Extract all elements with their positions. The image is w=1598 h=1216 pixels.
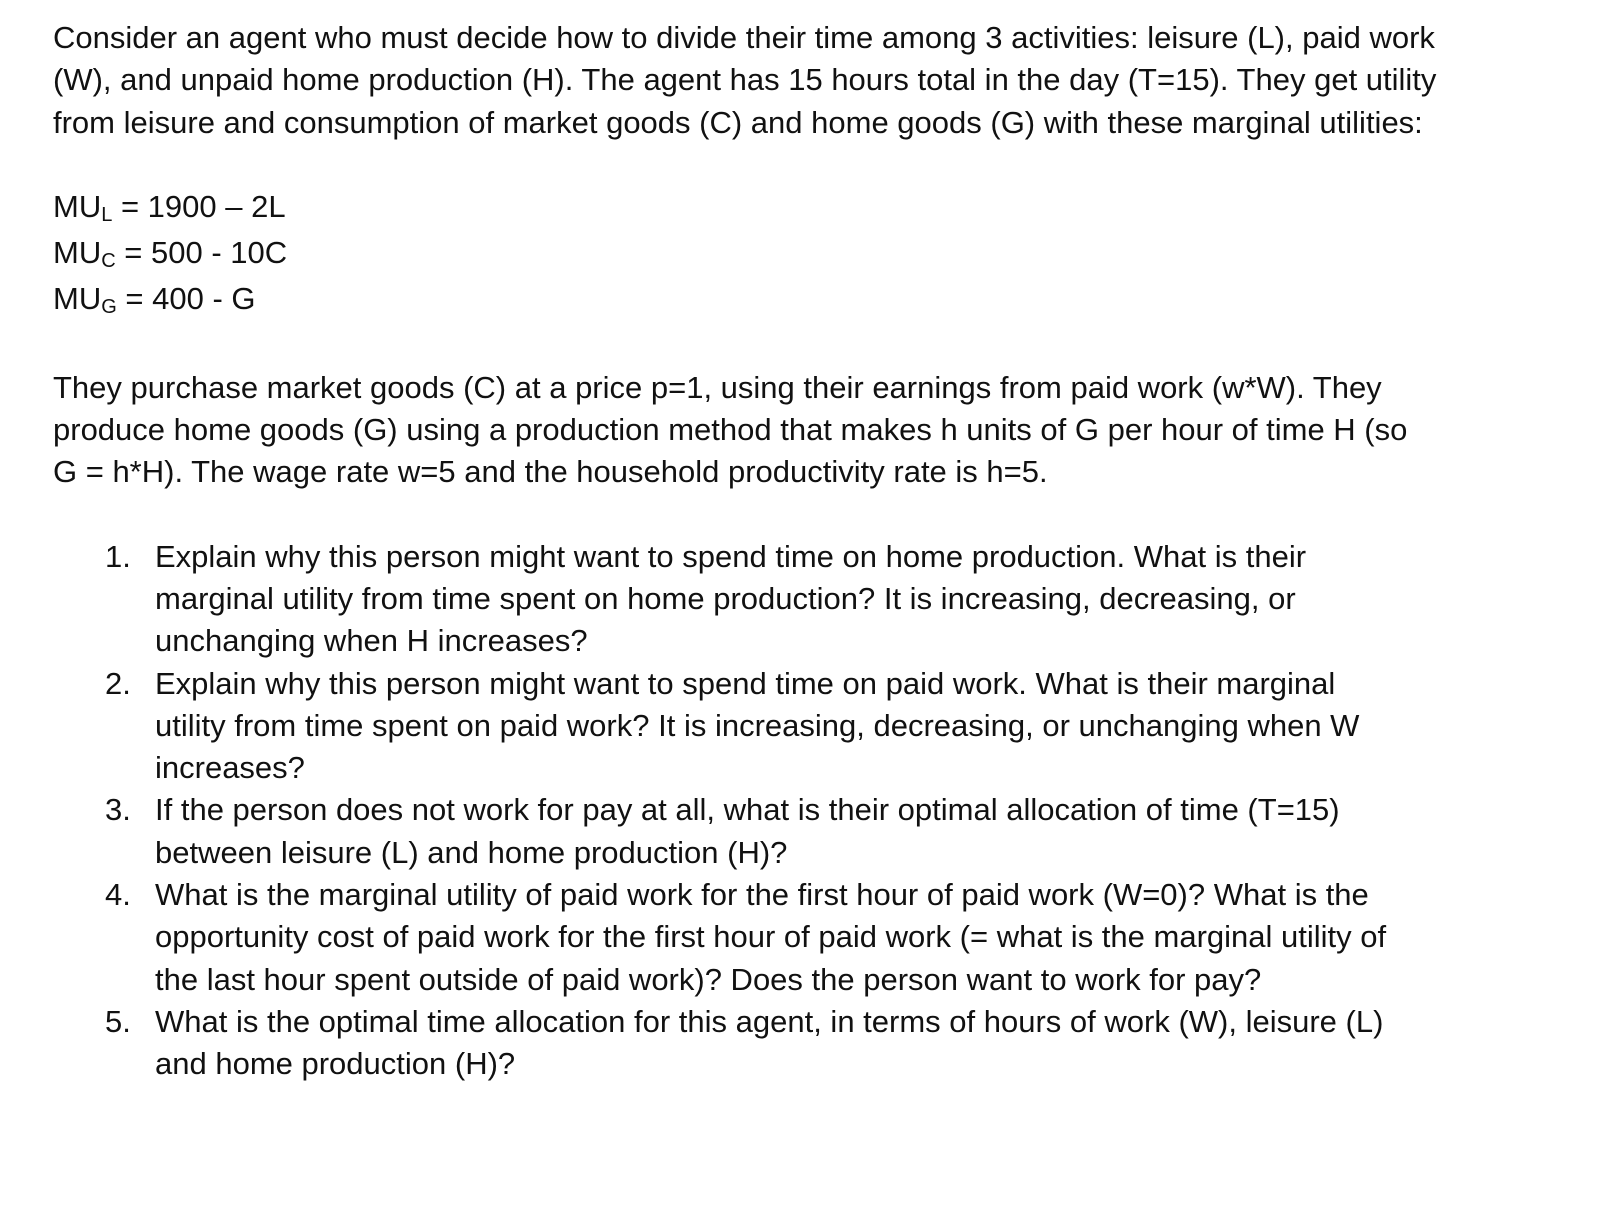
formula-expression: = 400 - G bbox=[116, 281, 256, 317]
formula-expression: = 500 - 10C bbox=[115, 235, 288, 271]
question-text: Explain why this person might want to spend time on paid work. What is their marginal utility from time spent on paid work? It is increasing, decreasing, or unchanging when W increases? bbox=[155, 665, 1360, 786]
formula-mu-consumption bbox=[53, 232, 1553, 278]
question-text: Explain why this person might want to spend time on home production. What is their marginal utility from time spent on home production? It is increasing, decreasing, or unchanging when H increases? bbox=[155, 538, 1307, 659]
question-number: 1. bbox=[105, 538, 131, 574]
question-number: 3. bbox=[105, 792, 131, 828]
formula-prefix: MU bbox=[53, 188, 102, 224]
question-number: 2. bbox=[105, 665, 131, 701]
formula-expression: = 1900 – 2L bbox=[112, 188, 286, 224]
question-text: If the person does not work for pay at all, what is their optimal allocation of time (T=15) between leisure (L) and home production (H)? bbox=[155, 792, 1340, 870]
question-text: What is the marginal utility of paid work for the first hour of paid work (W=0)? What is the opportunity cost of paid work for the first hour of paid work (= what is the marginal utility of the last hour spent outside of paid work)? Does the person want to work for pay? bbox=[155, 877, 1387, 997]
question-item bbox=[53, 789, 1395, 874]
question-number: 5. bbox=[105, 1003, 131, 1039]
formula-prefix: MU bbox=[53, 235, 102, 271]
question-text: What is the optimal time allocation for this agent, in terms of hours of work (W), leisure (L) and home production (H)? bbox=[155, 1003, 1384, 1082]
formula-subscript: L bbox=[101, 203, 113, 226]
question-item bbox=[53, 663, 1395, 790]
question-item bbox=[53, 874, 1395, 1001]
question-number: 4. bbox=[105, 877, 131, 913]
document-body bbox=[53, 17, 1553, 1086]
question-item bbox=[53, 536, 1395, 663]
question-item bbox=[53, 1001, 1395, 1086]
formula-mu-leisure bbox=[53, 186, 1553, 232]
marginal-utility-formulas bbox=[53, 186, 1553, 325]
context-paragraph: They purchase market goods (C) at a price p=1, using their earnings from paid work (w*W). They produce home goods (G) using a production method that makes h units of G per hour of time H (so G = h*H). The wage rate w=5 and the household productivity rate is h=5. bbox=[53, 369, 1408, 490]
formula-subscript: C bbox=[101, 250, 116, 273]
formula-subscript: G bbox=[101, 296, 117, 319]
question-list bbox=[53, 536, 1553, 1086]
intro-paragraph: Consider an agent who must decide how to divide their time among 3 activities: leisure (L), paid work (W), and unpaid home production (H). The agent has 15 hours total in the day (T=15). They get utility from leisure and consumption of market goods (C) and home goods (G) with these marginal utilities: bbox=[53, 20, 1437, 140]
formula-mu-home-goods bbox=[53, 278, 1553, 324]
formula-prefix: MU bbox=[53, 281, 102, 317]
